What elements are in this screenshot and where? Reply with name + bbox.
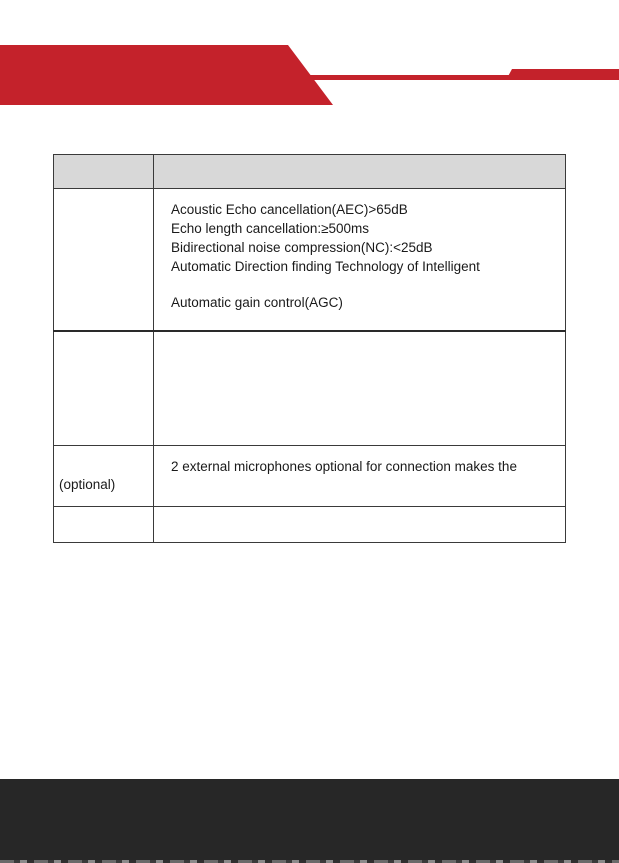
table-row [54,446,566,507]
footer-band [0,779,619,863]
row-label-cell [54,331,154,446]
spec-table [53,154,566,543]
spec-line: Bidirectional noise compression(NC):<25dB [171,240,433,255]
table-row [54,507,566,543]
echo-spec-list [154,189,565,312]
banner-red-tab [506,69,619,80]
table-header-row [54,155,566,189]
row-value-cell [154,507,566,543]
external-mic-text: 2 external microphones optional for connection makes the [171,459,517,474]
header-banner [0,0,619,110]
spec-line: Echo length cancellation:≥500ms [171,221,370,236]
row-value-cell [154,189,566,331]
row-value-cell [154,331,566,446]
row-label-cell [54,507,154,543]
banner-red-shape [0,45,333,105]
spec-line: Acoustic Echo cancellation(AEC)>65dB [171,202,408,217]
spec-line: Automatic Direction finding Technology of Intelligent [171,259,480,274]
optional-label: (optional) [59,477,116,492]
header-value-cell [154,155,566,189]
header-label-cell [54,155,154,189]
row-label-cell [54,189,154,331]
table-row [54,331,566,446]
table-row [54,189,566,331]
spec-line-gap [171,276,565,293]
row-label-cell [54,446,154,507]
spec-line: Automatic gain control(AGC) [171,295,343,310]
row-value-cell [154,446,566,507]
